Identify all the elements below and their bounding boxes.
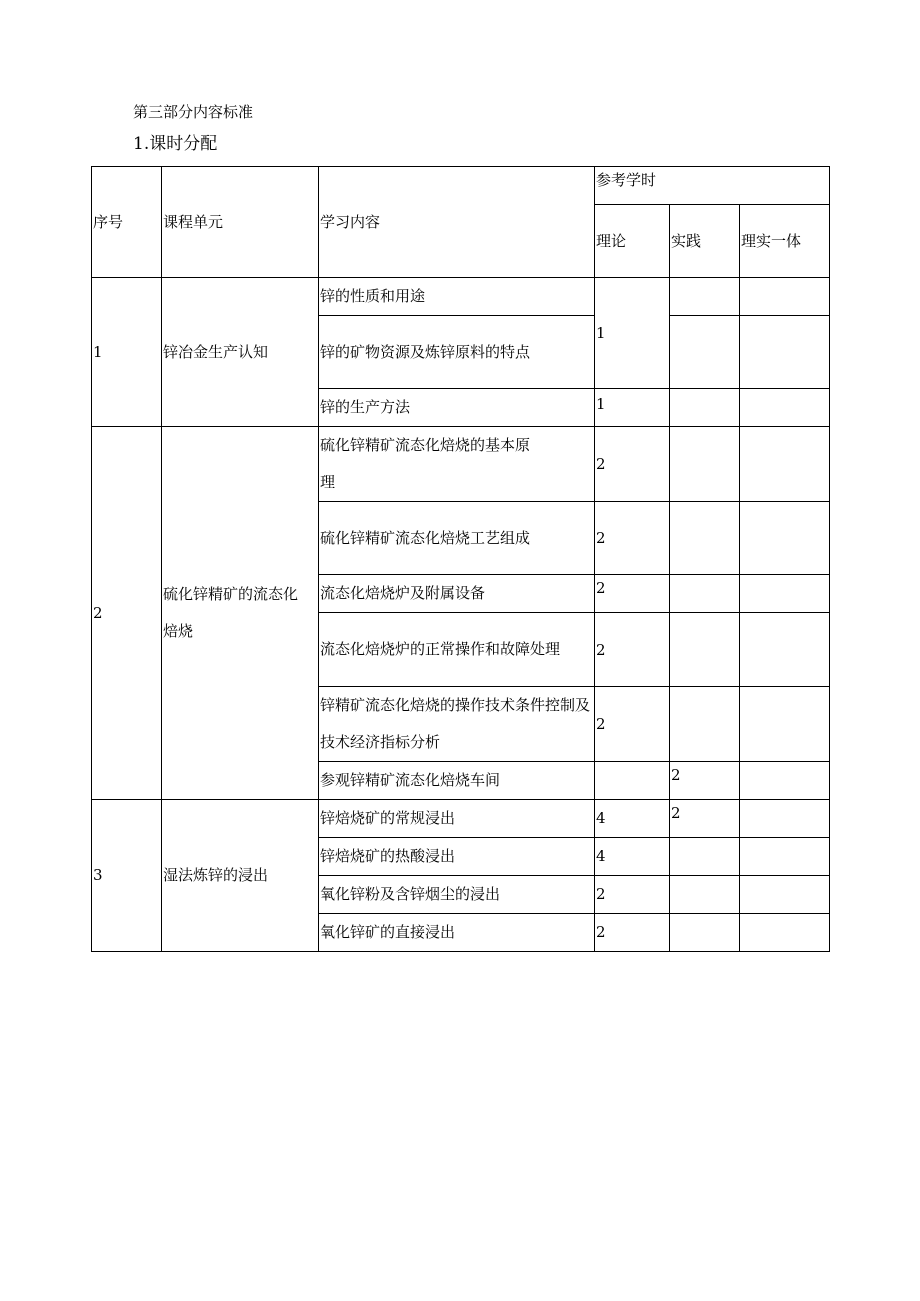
content-cell: 流态化焙烧炉及附属设备 — [319, 575, 595, 613]
theory-cell: 4 — [595, 800, 670, 838]
practice-cell — [670, 389, 740, 427]
integrated-cell — [740, 914, 830, 952]
header-ref-hours: 参考学时 — [595, 167, 830, 205]
theory-cell: 2 — [595, 876, 670, 914]
content-cell: 硫化锌精矿流态化焙烧工艺组成 — [319, 502, 595, 575]
hours-table — [91, 166, 830, 952]
practice-cell — [670, 427, 740, 502]
table-row — [92, 427, 830, 502]
header-theory: 理论 — [595, 205, 670, 278]
theory-cell: 2 — [595, 575, 670, 613]
unit-seq: 2 — [92, 427, 162, 800]
practice-cell — [670, 575, 740, 613]
integrated-cell — [740, 838, 830, 876]
content-cell: 流态化焙烧炉的正常操作和故障处理 — [319, 613, 595, 687]
unit-name: 湿法炼锌的浸出 — [162, 800, 319, 952]
practice-cell: 2 — [670, 800, 740, 838]
table-row — [92, 800, 830, 838]
theory-cell: 2 — [595, 687, 670, 762]
integrated-cell — [740, 687, 830, 762]
header-integrated: 理实一体 — [740, 205, 830, 278]
content-cell: 锌的性质和用途 — [319, 278, 595, 316]
unit-seq: 3 — [92, 800, 162, 952]
unit-name: 硫化锌精矿的流态化焙烧 — [162, 427, 319, 800]
theory-cell: 2 — [595, 613, 670, 687]
integrated-cell — [740, 389, 830, 427]
header-content: 学习内容 — [319, 167, 595, 278]
practice-cell — [670, 278, 740, 316]
integrated-cell — [740, 575, 830, 613]
header-practice: 实践 — [670, 205, 740, 278]
integrated-cell — [740, 427, 830, 502]
theory-cell — [595, 762, 670, 800]
subsection-heading: 1.课时分配 — [133, 134, 218, 154]
practice-cell — [670, 876, 740, 914]
practice-cell: 2 — [670, 762, 740, 800]
integrated-cell — [740, 876, 830, 914]
table-header-row — [92, 167, 830, 205]
integrated-cell — [740, 800, 830, 838]
practice-cell — [670, 914, 740, 952]
integrated-cell — [740, 762, 830, 800]
theory-cell: 2 — [595, 502, 670, 575]
content-cell: 氧化锌粉及含锌烟尘的浸出 — [319, 876, 595, 914]
theory-cell: 1 — [595, 278, 670, 389]
theory-cell: 4 — [595, 838, 670, 876]
theory-cell: 2 — [595, 914, 670, 952]
practice-cell — [670, 687, 740, 762]
practice-cell — [670, 838, 740, 876]
practice-cell — [670, 502, 740, 575]
theory-cell: 1 — [595, 389, 670, 427]
content-cell: 硫化锌精矿流态化焙烧的基本原理 — [319, 427, 595, 502]
content-cell: 氧化锌矿的直接浸出 — [319, 914, 595, 952]
content-cell: 锌精矿流态化焙烧的操作技术条件控制及技术经济指标分析 — [319, 687, 595, 762]
table-row — [92, 278, 830, 316]
content-cell: 锌的生产方法 — [319, 389, 595, 427]
unit-name: 锌冶金生产认知 — [162, 278, 319, 427]
content-cell: 参观锌精矿流态化焙烧车间 — [319, 762, 595, 800]
integrated-cell — [740, 316, 830, 389]
unit-seq: 1 — [92, 278, 162, 427]
header-seq: 序号 — [92, 167, 162, 278]
content-cell: 锌焙烧矿的热酸浸出 — [319, 838, 595, 876]
integrated-cell — [740, 278, 830, 316]
practice-cell — [670, 613, 740, 687]
theory-cell: 2 — [595, 427, 670, 502]
practice-cell — [670, 316, 740, 389]
integrated-cell — [740, 613, 830, 687]
content-cell: 锌焙烧矿的常规浸出 — [319, 800, 595, 838]
content-cell: 锌的矿物资源及炼锌原料的特点 — [319, 316, 595, 389]
section-heading: 第三部分内容标准 — [133, 103, 254, 121]
integrated-cell — [740, 502, 830, 575]
header-unit: 课程单元 — [162, 167, 319, 278]
